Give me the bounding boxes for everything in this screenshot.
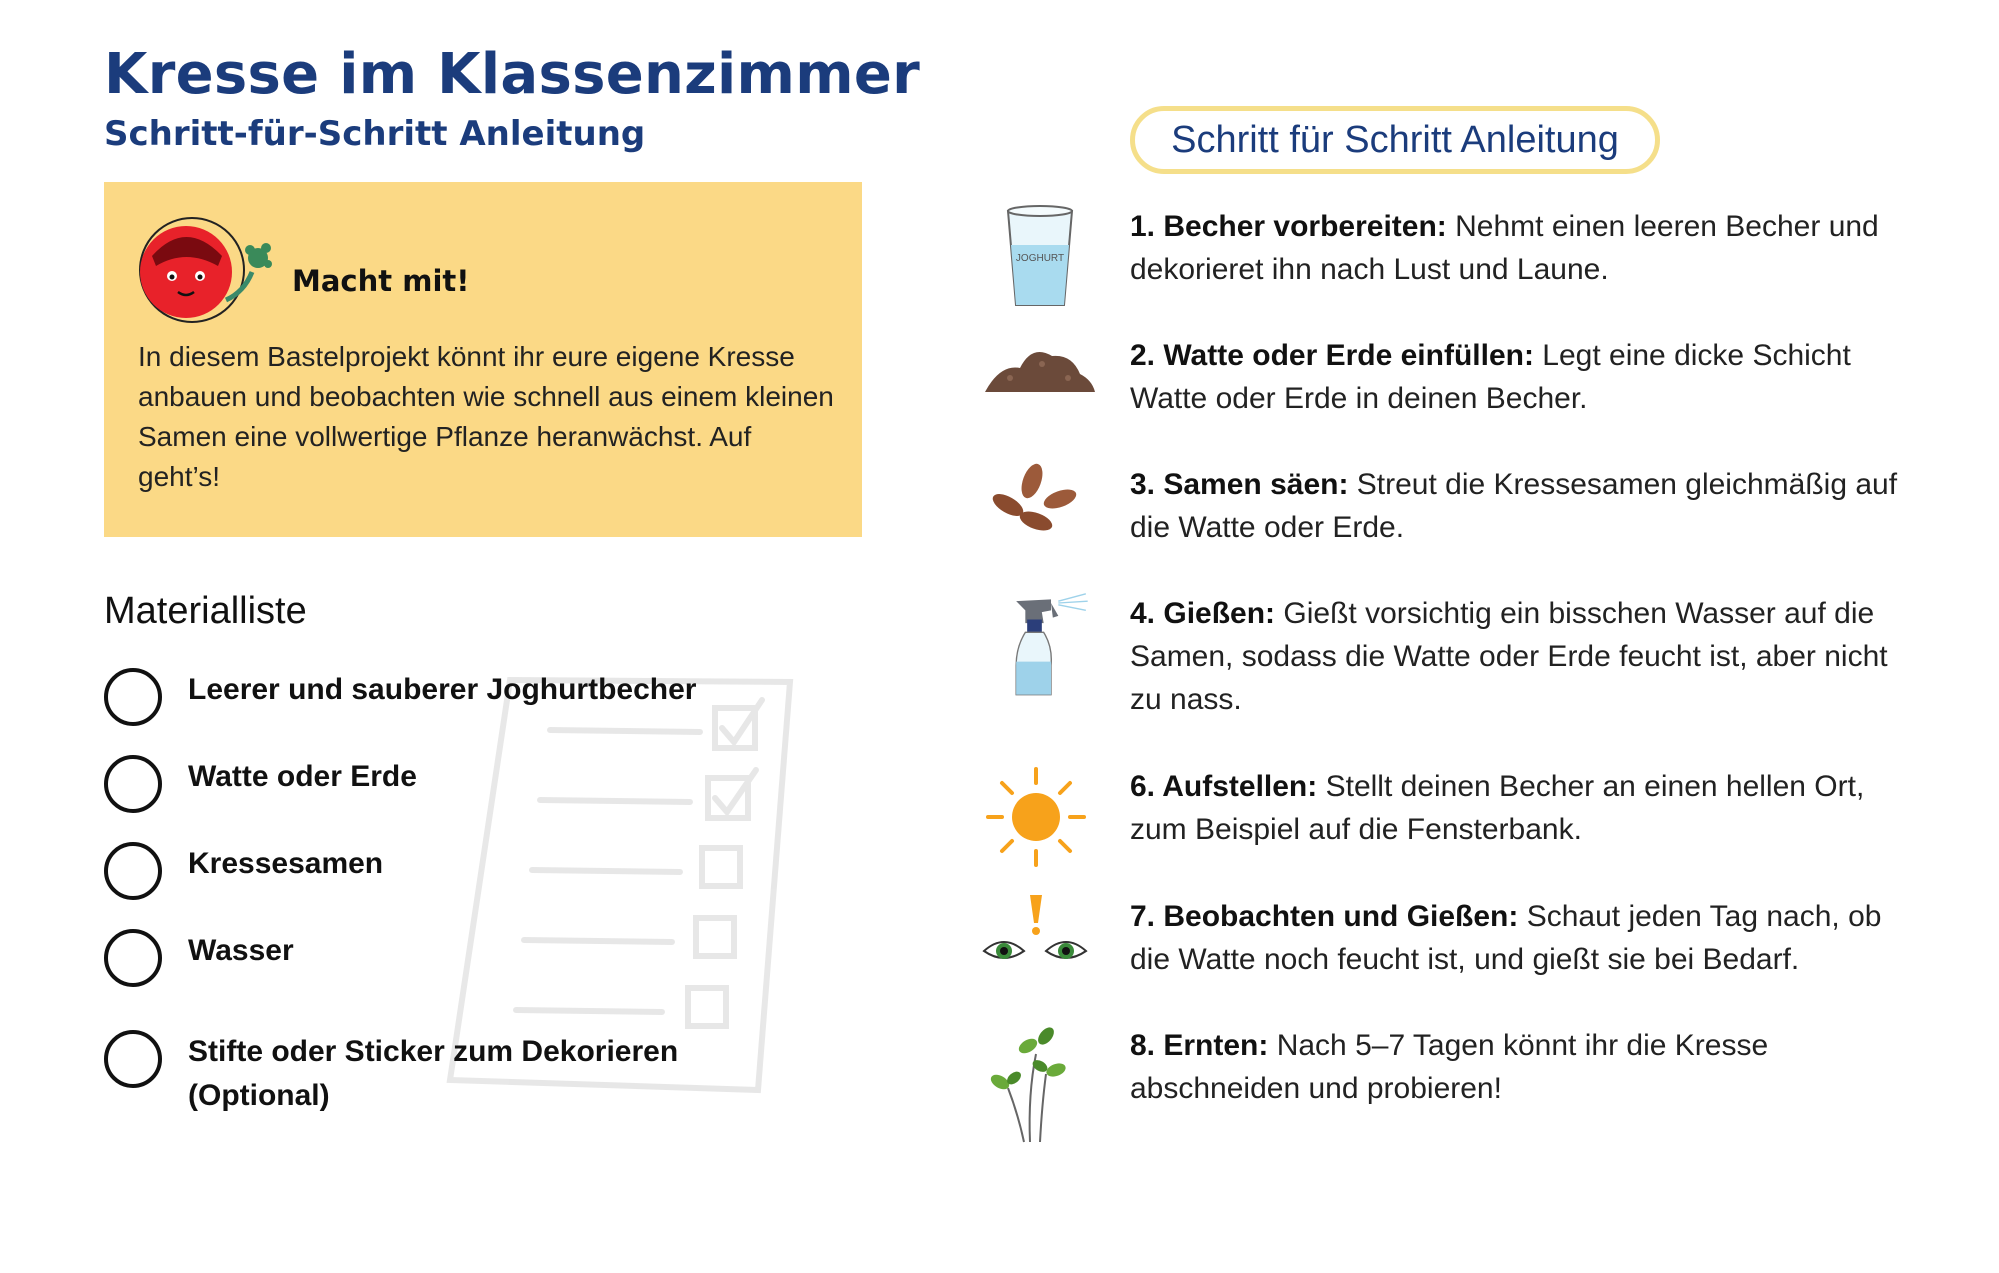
seeds-icon — [980, 463, 1100, 573]
material-label: Wasser — [188, 934, 294, 967]
checkbox-circle[interactable] — [104, 929, 162, 987]
cup-label: JOGHURT — [1015, 253, 1065, 264]
step-description: Gießt vorsichtig ein bisschen Wasser auf die Samen, sodass die Watte oder Erde feucht ist, aber nicht zu nass. — [1130, 597, 1888, 716]
step-label: 3. Samen säen: — [1130, 468, 1349, 501]
material-label: Watte oder Erde — [188, 760, 417, 793]
steps-title: Schritt für Schritt Anleitung — [1130, 106, 1660, 174]
step-label: 4. Gießen: — [1130, 597, 1276, 630]
step-description: Nehmt einen leeren Becher und dekorieret ihn nach Lust und Laune. — [1130, 210, 1879, 286]
step-item — [980, 334, 1920, 454]
list-item — [104, 1030, 708, 1118]
material-label: Leerer und sauberer Joghurtbecher — [188, 673, 697, 706]
callout-heading: Macht mit! — [292, 264, 470, 298]
checkbox-circle[interactable] — [104, 755, 162, 813]
material-label: Kressesamen — [188, 847, 384, 880]
materials-title: Materialliste — [104, 590, 307, 632]
sprout-icon — [980, 1024, 1100, 1144]
cup-icon — [980, 205, 1100, 315]
step-item — [980, 592, 1920, 716]
step-label: 8. Ernten: — [1130, 1029, 1269, 1062]
checkbox-circle[interactable] — [104, 1030, 162, 1088]
page-subtitle: Schritt-für-Schritt Anleitung — [104, 114, 646, 154]
step-item — [980, 1024, 1920, 1144]
step-description: Stellt deinen Becher an einen hellen Ort, zum Beispiel auf die Fensterbank. — [1130, 770, 1865, 846]
eyes-icon — [980, 895, 1100, 1005]
list-item — [104, 842, 383, 900]
step-item — [980, 895, 1920, 1015]
soil-icon — [980, 334, 1100, 444]
step-item — [980, 765, 1920, 885]
step-item — [980, 205, 1920, 325]
list-item — [104, 929, 294, 987]
checkbox-circle[interactable] — [104, 842, 162, 900]
step-description: Streut die Kressesamen gleichmäßig auf die Watte oder Erde. — [1130, 468, 1898, 544]
step-label: 7. Beobachten und Gießen: — [1130, 900, 1519, 933]
step-label: 1. Becher vorbereiten: — [1130, 210, 1447, 243]
callout-text: In diesem Bastelprojekt könnt ihr eure eigene Kresse anbauen und beobachten wie schnell aus einem kleinen Samen eine vollwertige Pflanze heranwächst. Auf geht’s! — [138, 341, 834, 492]
step-label: 2. Watte oder Erde einfüllen: — [1130, 339, 1534, 372]
step-label: 6. Aufstellen: — [1130, 770, 1318, 803]
step-item — [980, 463, 1920, 583]
red-drop-mascot-icon — [134, 212, 284, 332]
sun-icon — [980, 765, 1100, 875]
list-item — [104, 755, 417, 813]
page-title: Kresse im Klassenzimmer — [104, 42, 921, 107]
material-label: Stifte oder Sticker zum Dekorieren (Optional) — [188, 1035, 679, 1112]
step-description: Legt eine dicke Schicht Watte oder Erde in deinen Becher. — [1130, 339, 1851, 415]
step-description: Schaut jeden Tag nach, ob die Watte noch feucht ist, und gießt sie bei Bedarf. — [1130, 900, 1882, 976]
step-description: Nach 5–7 Tagen könnt ihr die Kresse abschneiden und probieren! — [1130, 1029, 1769, 1105]
spray-bottle-icon — [980, 592, 1100, 702]
list-item — [104, 668, 696, 726]
checkbox-circle[interactable] — [104, 668, 162, 726]
intro-callout — [104, 182, 862, 537]
